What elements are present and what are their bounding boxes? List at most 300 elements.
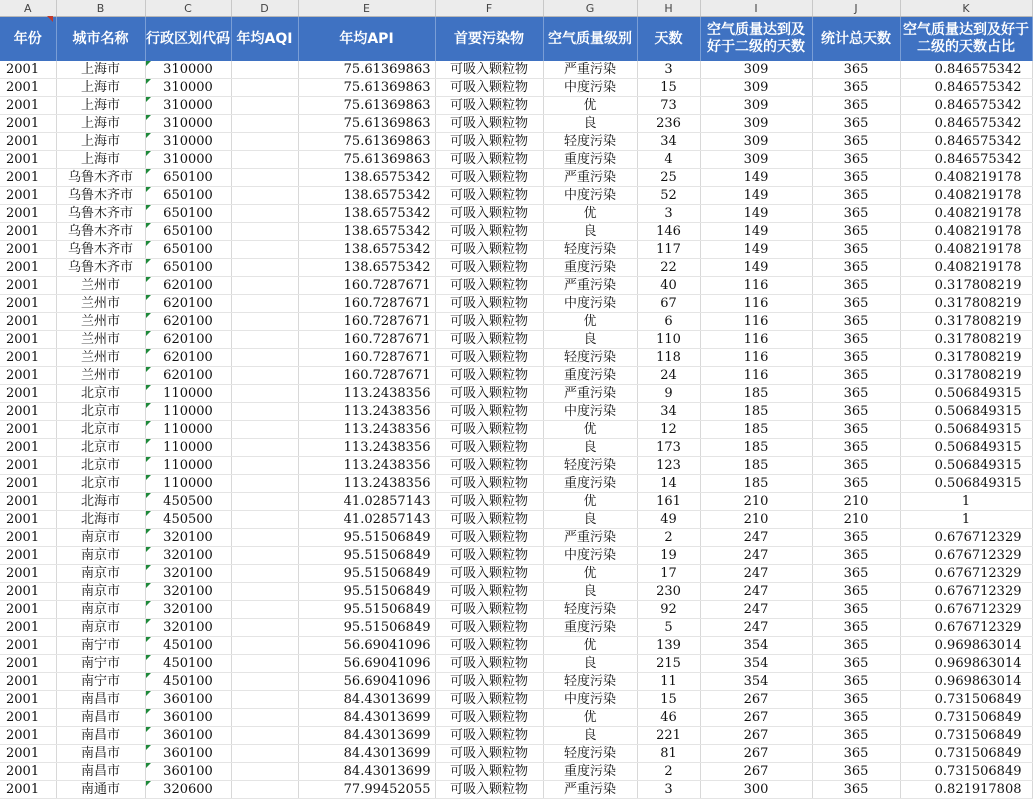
table-cell[interactable] bbox=[0, 763, 56, 781]
table-cell[interactable] bbox=[145, 601, 231, 619]
table-cell[interactable] bbox=[298, 673, 435, 691]
table-cell[interactable] bbox=[298, 421, 435, 439]
table-cell[interactable] bbox=[812, 511, 900, 529]
table-cell[interactable] bbox=[298, 781, 435, 799]
table-cell[interactable] bbox=[231, 673, 298, 691]
table-cell[interactable] bbox=[298, 277, 435, 295]
column-letter-E[interactable]: E bbox=[298, 0, 435, 17]
table-cell[interactable] bbox=[900, 727, 1032, 745]
table-cell[interactable] bbox=[812, 295, 900, 313]
table-cell[interactable] bbox=[700, 637, 812, 655]
table-cell[interactable] bbox=[812, 439, 900, 457]
table-cell[interactable] bbox=[812, 331, 900, 349]
column-letter-F[interactable]: F bbox=[435, 0, 543, 17]
table-cell[interactable] bbox=[900, 457, 1032, 475]
table-cell[interactable] bbox=[145, 259, 231, 277]
table-cell[interactable] bbox=[637, 295, 700, 313]
table-cell[interactable] bbox=[56, 331, 145, 349]
table-cell[interactable] bbox=[231, 583, 298, 601]
table-cell[interactable] bbox=[637, 115, 700, 133]
table-cell[interactable] bbox=[231, 475, 298, 493]
table-cell[interactable] bbox=[298, 475, 435, 493]
table-cell[interactable] bbox=[637, 691, 700, 709]
table-cell[interactable] bbox=[231, 205, 298, 223]
table-cell[interactable] bbox=[700, 151, 812, 169]
table-cell[interactable] bbox=[700, 313, 812, 331]
table-cell[interactable] bbox=[298, 547, 435, 565]
table-cell[interactable] bbox=[543, 331, 637, 349]
table-cell[interactable] bbox=[700, 655, 812, 673]
table-cell[interactable] bbox=[435, 583, 543, 601]
table-cell[interactable] bbox=[900, 619, 1032, 637]
table-cell[interactable] bbox=[231, 457, 298, 475]
table-cell[interactable] bbox=[231, 295, 298, 313]
table-cell[interactable] bbox=[812, 151, 900, 169]
table-cell[interactable] bbox=[56, 79, 145, 97]
table-cell[interactable] bbox=[0, 205, 56, 223]
table-cell[interactable] bbox=[56, 691, 145, 709]
table-cell[interactable] bbox=[900, 187, 1032, 205]
table-cell[interactable] bbox=[145, 475, 231, 493]
table-cell[interactable] bbox=[0, 691, 56, 709]
table-cell[interactable] bbox=[298, 619, 435, 637]
table-cell[interactable] bbox=[435, 529, 543, 547]
table-cell[interactable] bbox=[0, 241, 56, 259]
table-cell[interactable] bbox=[637, 673, 700, 691]
table-cell[interactable] bbox=[812, 277, 900, 295]
table-cell[interactable] bbox=[0, 169, 56, 187]
table-cell[interactable] bbox=[145, 97, 231, 115]
table-cell[interactable] bbox=[543, 421, 637, 439]
table-cell[interactable] bbox=[900, 331, 1032, 349]
table-cell[interactable] bbox=[700, 241, 812, 259]
table-cell[interactable] bbox=[56, 565, 145, 583]
table-cell[interactable] bbox=[900, 349, 1032, 367]
table-cell[interactable] bbox=[812, 421, 900, 439]
table-cell[interactable] bbox=[435, 547, 543, 565]
table-cell[interactable] bbox=[435, 655, 543, 673]
table-cell[interactable] bbox=[700, 295, 812, 313]
table-cell[interactable] bbox=[56, 151, 145, 169]
table-cell[interactable] bbox=[56, 493, 145, 511]
table-cell[interactable] bbox=[231, 79, 298, 97]
table-cell[interactable] bbox=[0, 475, 56, 493]
table-cell[interactable] bbox=[637, 565, 700, 583]
table-cell[interactable] bbox=[812, 115, 900, 133]
table-cell[interactable] bbox=[435, 205, 543, 223]
table-cell[interactable] bbox=[435, 97, 543, 115]
table-cell[interactable] bbox=[56, 133, 145, 151]
table-cell[interactable] bbox=[700, 619, 812, 637]
table-cell[interactable] bbox=[145, 241, 231, 259]
table-cell[interactable] bbox=[812, 61, 900, 79]
table-cell[interactable] bbox=[435, 385, 543, 403]
table-cell[interactable] bbox=[231, 97, 298, 115]
table-cell[interactable] bbox=[56, 619, 145, 637]
table-cell[interactable] bbox=[637, 97, 700, 115]
table-cell[interactable] bbox=[0, 187, 56, 205]
table-cell[interactable] bbox=[700, 277, 812, 295]
table-cell[interactable] bbox=[543, 187, 637, 205]
table-cell[interactable] bbox=[543, 79, 637, 97]
table-cell[interactable] bbox=[637, 655, 700, 673]
table-cell[interactable] bbox=[543, 439, 637, 457]
column-letter-A[interactable]: A bbox=[0, 0, 56, 17]
table-cell[interactable] bbox=[0, 133, 56, 151]
table-cell[interactable] bbox=[0, 457, 56, 475]
table-cell[interactable] bbox=[435, 277, 543, 295]
table-cell[interactable] bbox=[56, 547, 145, 565]
table-cell[interactable] bbox=[435, 313, 543, 331]
table-cell[interactable] bbox=[56, 259, 145, 277]
table-cell[interactable] bbox=[900, 313, 1032, 331]
table-cell[interactable] bbox=[298, 529, 435, 547]
table-cell[interactable] bbox=[145, 457, 231, 475]
table-cell[interactable] bbox=[298, 709, 435, 727]
header-cell[interactable]: 年份 bbox=[0, 17, 56, 62]
table-cell[interactable] bbox=[145, 223, 231, 241]
table-cell[interactable] bbox=[231, 349, 298, 367]
table-cell[interactable] bbox=[700, 205, 812, 223]
table-cell[interactable] bbox=[231, 493, 298, 511]
table-cell[interactable] bbox=[56, 457, 145, 475]
table-cell[interactable] bbox=[298, 349, 435, 367]
table-cell[interactable] bbox=[900, 403, 1032, 421]
table-cell[interactable] bbox=[543, 745, 637, 763]
table-cell[interactable] bbox=[56, 655, 145, 673]
table-cell[interactable] bbox=[231, 151, 298, 169]
table-cell[interactable] bbox=[231, 565, 298, 583]
table-cell[interactable] bbox=[900, 637, 1032, 655]
table-cell[interactable] bbox=[700, 583, 812, 601]
table-cell[interactable] bbox=[900, 385, 1032, 403]
table-cell[interactable] bbox=[56, 745, 145, 763]
table-cell[interactable] bbox=[700, 709, 812, 727]
table-cell[interactable] bbox=[700, 349, 812, 367]
table-cell[interactable] bbox=[298, 259, 435, 277]
table-cell[interactable] bbox=[700, 367, 812, 385]
table-cell[interactable] bbox=[812, 637, 900, 655]
table-cell[interactable] bbox=[145, 295, 231, 313]
table-cell[interactable] bbox=[435, 331, 543, 349]
table-cell[interactable] bbox=[700, 691, 812, 709]
table-cell[interactable] bbox=[145, 205, 231, 223]
table-cell[interactable] bbox=[298, 583, 435, 601]
table-cell[interactable] bbox=[231, 241, 298, 259]
table-cell[interactable] bbox=[0, 601, 56, 619]
table-cell[interactable] bbox=[298, 313, 435, 331]
table-cell[interactable] bbox=[900, 169, 1032, 187]
table-cell[interactable] bbox=[700, 727, 812, 745]
table-cell[interactable] bbox=[543, 781, 637, 799]
table-cell[interactable] bbox=[145, 313, 231, 331]
table-cell[interactable] bbox=[637, 529, 700, 547]
table-cell[interactable] bbox=[637, 547, 700, 565]
table-cell[interactable] bbox=[812, 529, 900, 547]
table-cell[interactable] bbox=[435, 691, 543, 709]
table-cell[interactable] bbox=[637, 349, 700, 367]
table-cell[interactable] bbox=[812, 457, 900, 475]
table-cell[interactable] bbox=[145, 529, 231, 547]
table-cell[interactable] bbox=[637, 331, 700, 349]
table-cell[interactable] bbox=[900, 79, 1032, 97]
table-cell[interactable] bbox=[900, 745, 1032, 763]
table-cell[interactable] bbox=[637, 133, 700, 151]
table-cell[interactable] bbox=[145, 691, 231, 709]
table-cell[interactable] bbox=[0, 61, 56, 79]
table-cell[interactable] bbox=[435, 61, 543, 79]
table-cell[interactable] bbox=[145, 673, 231, 691]
table-cell[interactable] bbox=[298, 115, 435, 133]
table-cell[interactable] bbox=[543, 349, 637, 367]
table-cell[interactable] bbox=[543, 565, 637, 583]
table-cell[interactable] bbox=[298, 493, 435, 511]
table-cell[interactable] bbox=[700, 475, 812, 493]
table-cell[interactable] bbox=[812, 259, 900, 277]
table-cell[interactable] bbox=[0, 421, 56, 439]
table-cell[interactable] bbox=[231, 367, 298, 385]
table-cell[interactable] bbox=[298, 61, 435, 79]
table-cell[interactable] bbox=[543, 457, 637, 475]
table-cell[interactable] bbox=[231, 331, 298, 349]
table-cell[interactable] bbox=[145, 187, 231, 205]
header-cell[interactable]: 空气质量达到及好于二级的天数 bbox=[700, 17, 812, 62]
table-cell[interactable] bbox=[543, 151, 637, 169]
table-cell[interactable] bbox=[543, 223, 637, 241]
table-cell[interactable] bbox=[231, 385, 298, 403]
table-cell[interactable] bbox=[637, 61, 700, 79]
table-cell[interactable] bbox=[145, 709, 231, 727]
table-cell[interactable] bbox=[812, 583, 900, 601]
table-cell[interactable] bbox=[543, 511, 637, 529]
table-cell[interactable] bbox=[298, 205, 435, 223]
table-cell[interactable] bbox=[900, 601, 1032, 619]
table-cell[interactable] bbox=[700, 133, 812, 151]
table-cell[interactable] bbox=[900, 115, 1032, 133]
table-cell[interactable] bbox=[435, 457, 543, 475]
header-cell[interactable]: 年均AQI bbox=[231, 17, 298, 62]
table-cell[interactable] bbox=[900, 781, 1032, 799]
table-cell[interactable] bbox=[435, 151, 543, 169]
table-cell[interactable] bbox=[543, 547, 637, 565]
table-cell[interactable] bbox=[812, 79, 900, 97]
table-cell[interactable] bbox=[543, 763, 637, 781]
table-cell[interactable] bbox=[700, 565, 812, 583]
table-cell[interactable] bbox=[298, 655, 435, 673]
table-cell[interactable] bbox=[812, 655, 900, 673]
table-cell[interactable] bbox=[543, 205, 637, 223]
table-cell[interactable] bbox=[231, 61, 298, 79]
table-cell[interactable] bbox=[56, 709, 145, 727]
table-cell[interactable] bbox=[543, 61, 637, 79]
table-cell[interactable] bbox=[0, 529, 56, 547]
table-cell[interactable] bbox=[231, 187, 298, 205]
table-cell[interactable] bbox=[812, 565, 900, 583]
table-cell[interactable] bbox=[298, 691, 435, 709]
table-cell[interactable] bbox=[56, 313, 145, 331]
table-cell[interactable] bbox=[700, 421, 812, 439]
column-letter-B[interactable]: B bbox=[56, 0, 145, 17]
table-cell[interactable] bbox=[435, 727, 543, 745]
table-cell[interactable] bbox=[435, 115, 543, 133]
table-cell[interactable] bbox=[435, 511, 543, 529]
table-cell[interactable] bbox=[298, 385, 435, 403]
table-cell[interactable] bbox=[435, 745, 543, 763]
table-cell[interactable] bbox=[56, 421, 145, 439]
table-cell[interactable] bbox=[543, 583, 637, 601]
table-cell[interactable] bbox=[231, 619, 298, 637]
table-cell[interactable] bbox=[435, 763, 543, 781]
table-cell[interactable] bbox=[0, 583, 56, 601]
header-cell[interactable]: 行政区划代码 bbox=[145, 17, 231, 62]
table-cell[interactable] bbox=[435, 79, 543, 97]
table-cell[interactable] bbox=[231, 313, 298, 331]
table-cell[interactable] bbox=[231, 403, 298, 421]
table-cell[interactable] bbox=[637, 79, 700, 97]
table-cell[interactable] bbox=[0, 673, 56, 691]
table-cell[interactable] bbox=[231, 745, 298, 763]
table-cell[interactable] bbox=[145, 637, 231, 655]
table-cell[interactable] bbox=[145, 583, 231, 601]
table-cell[interactable] bbox=[900, 367, 1032, 385]
table-cell[interactable] bbox=[637, 475, 700, 493]
table-cell[interactable] bbox=[0, 565, 56, 583]
table-cell[interactable] bbox=[231, 655, 298, 673]
table-cell[interactable] bbox=[0, 439, 56, 457]
table-cell[interactable] bbox=[543, 637, 637, 655]
table-cell[interactable] bbox=[56, 727, 145, 745]
table-cell[interactable] bbox=[145, 133, 231, 151]
table-cell[interactable] bbox=[900, 241, 1032, 259]
table-cell[interactable] bbox=[637, 619, 700, 637]
table-cell[interactable] bbox=[145, 439, 231, 457]
table-cell[interactable] bbox=[900, 97, 1032, 115]
table-cell[interactable] bbox=[637, 259, 700, 277]
table-cell[interactable] bbox=[0, 115, 56, 133]
table-cell[interactable] bbox=[0, 295, 56, 313]
table-cell[interactable] bbox=[700, 457, 812, 475]
table-cell[interactable] bbox=[0, 511, 56, 529]
table-cell[interactable] bbox=[637, 421, 700, 439]
table-cell[interactable] bbox=[145, 421, 231, 439]
table-cell[interactable] bbox=[298, 187, 435, 205]
table-cell[interactable] bbox=[56, 385, 145, 403]
table-cell[interactable] bbox=[145, 619, 231, 637]
table-cell[interactable] bbox=[231, 691, 298, 709]
table-cell[interactable] bbox=[900, 565, 1032, 583]
table-cell[interactable] bbox=[0, 349, 56, 367]
header-cell[interactable]: 城市名称 bbox=[56, 17, 145, 62]
table-cell[interactable] bbox=[543, 619, 637, 637]
table-cell[interactable] bbox=[637, 205, 700, 223]
table-cell[interactable] bbox=[56, 637, 145, 655]
table-cell[interactable] bbox=[543, 673, 637, 691]
table-cell[interactable] bbox=[56, 475, 145, 493]
table-cell[interactable] bbox=[637, 169, 700, 187]
table-cell[interactable] bbox=[231, 115, 298, 133]
header-cell[interactable]: 首要污染物 bbox=[435, 17, 543, 62]
table-cell[interactable] bbox=[56, 61, 145, 79]
table-cell[interactable] bbox=[700, 223, 812, 241]
table-cell[interactable] bbox=[435, 169, 543, 187]
table-cell[interactable] bbox=[298, 79, 435, 97]
table-cell[interactable] bbox=[56, 601, 145, 619]
table-cell[interactable] bbox=[700, 187, 812, 205]
table-cell[interactable] bbox=[231, 421, 298, 439]
table-cell[interactable] bbox=[637, 763, 700, 781]
table-cell[interactable] bbox=[56, 277, 145, 295]
column-letter-D[interactable]: D bbox=[231, 0, 298, 17]
table-cell[interactable] bbox=[298, 295, 435, 313]
column-letter-J[interactable]: J bbox=[812, 0, 900, 17]
table-cell[interactable] bbox=[56, 349, 145, 367]
table-cell[interactable] bbox=[700, 259, 812, 277]
table-cell[interactable] bbox=[543, 367, 637, 385]
table-cell[interactable] bbox=[812, 349, 900, 367]
table-cell[interactable] bbox=[900, 277, 1032, 295]
table-cell[interactable] bbox=[435, 367, 543, 385]
table-cell[interactable] bbox=[900, 61, 1032, 79]
table-cell[interactable] bbox=[56, 223, 145, 241]
table-cell[interactable] bbox=[145, 547, 231, 565]
table-cell[interactable] bbox=[145, 727, 231, 745]
table-cell[interactable] bbox=[298, 637, 435, 655]
table-cell[interactable] bbox=[56, 511, 145, 529]
table-cell[interactable] bbox=[812, 187, 900, 205]
table-cell[interactable] bbox=[700, 79, 812, 97]
table-cell[interactable] bbox=[298, 223, 435, 241]
table-cell[interactable] bbox=[543, 259, 637, 277]
table-cell[interactable] bbox=[812, 367, 900, 385]
table-cell[interactable] bbox=[435, 565, 543, 583]
table-cell[interactable] bbox=[700, 529, 812, 547]
table-cell[interactable] bbox=[812, 223, 900, 241]
table-cell[interactable] bbox=[812, 403, 900, 421]
table-cell[interactable] bbox=[145, 745, 231, 763]
table-cell[interactable] bbox=[231, 727, 298, 745]
table-cell[interactable] bbox=[298, 763, 435, 781]
table-cell[interactable] bbox=[637, 277, 700, 295]
table-cell[interactable] bbox=[812, 601, 900, 619]
table-cell[interactable] bbox=[900, 763, 1032, 781]
table-cell[interactable] bbox=[812, 475, 900, 493]
table-cell[interactable] bbox=[435, 475, 543, 493]
table-cell[interactable] bbox=[637, 583, 700, 601]
table-cell[interactable] bbox=[700, 511, 812, 529]
table-cell[interactable] bbox=[0, 151, 56, 169]
table-cell[interactable] bbox=[637, 457, 700, 475]
table-cell[interactable] bbox=[543, 691, 637, 709]
table-cell[interactable] bbox=[812, 493, 900, 511]
table-cell[interactable] bbox=[900, 583, 1032, 601]
table-cell[interactable] bbox=[145, 781, 231, 799]
table-cell[interactable] bbox=[637, 313, 700, 331]
table-cell[interactable] bbox=[231, 781, 298, 799]
table-cell[interactable] bbox=[231, 223, 298, 241]
table-cell[interactable] bbox=[145, 349, 231, 367]
table-cell[interactable] bbox=[543, 709, 637, 727]
table-cell[interactable] bbox=[231, 763, 298, 781]
table-cell[interactable] bbox=[231, 709, 298, 727]
table-cell[interactable] bbox=[0, 259, 56, 277]
table-cell[interactable] bbox=[231, 277, 298, 295]
table-cell[interactable] bbox=[900, 295, 1032, 313]
table-cell[interactable] bbox=[435, 673, 543, 691]
table-cell[interactable] bbox=[145, 151, 231, 169]
table-cell[interactable] bbox=[231, 169, 298, 187]
table-cell[interactable] bbox=[435, 637, 543, 655]
table-cell[interactable] bbox=[145, 79, 231, 97]
